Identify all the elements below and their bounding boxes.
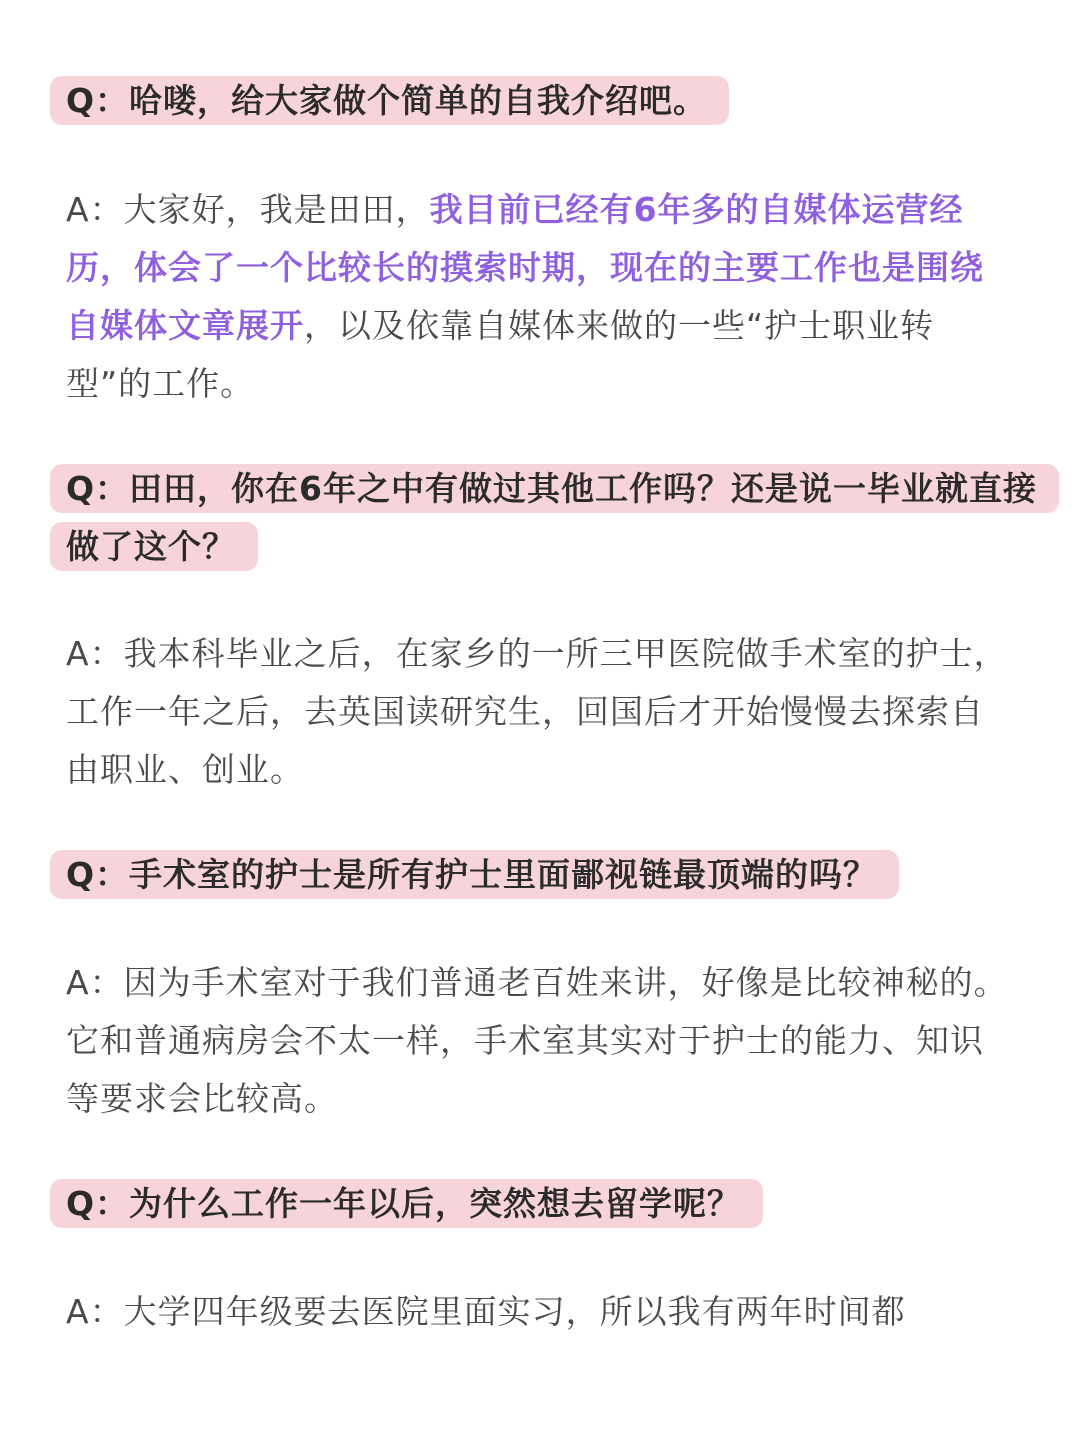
answer-1-intro: A：大家好，我是田田， [66, 190, 430, 229]
question-3 [50, 846, 990, 904]
answer-2: A：我本科毕业之后，在家乡的一所三甲医院做手术室的护士，工作一年之后，去英国读研究生，回国后才开始慢慢去探索自由职业、创业。 [66, 634, 1008, 789]
question-3-text: Q：手术室的护士是所有护士里面鄙视链最顶端的吗？ [50, 850, 899, 899]
answer-3: A：因为手术室对于我们普通老百姓来讲，好像是比较神秘的。它和普通病房会不太一样，手术室其实对于护士的能力、知识等要求会比较高。 [66, 963, 1008, 1118]
answer-1-rest: ，以及依靠自媒体来做的一些“护士职业转型”的工作。 [66, 306, 935, 403]
answer-1-highlight: 我目前已经有6年多的自媒体运营经历，体会了一个比较长的摸索时期，现在的主要工作也是围绕自媒体文章展开 [66, 190, 984, 345]
question-1-text: Q：哈喽，给大家做个简单的自我介绍吧。 [50, 76, 729, 125]
question-2-text: Q：田田，你在6年之中有做过其他工作吗？还是说一毕业就直接做了这个？ [50, 464, 1059, 571]
question-4 [50, 1175, 850, 1233]
question-2 [50, 460, 1040, 576]
question-4-text: Q：为什么工作一年以后，突然想去留学呢？ [50, 1179, 763, 1228]
question-1 [50, 72, 810, 130]
answer-1 [66, 181, 1016, 413]
answer-4: A：大学四年级要去医院里面实习，所以我有两年时间都 [66, 1292, 906, 1331]
